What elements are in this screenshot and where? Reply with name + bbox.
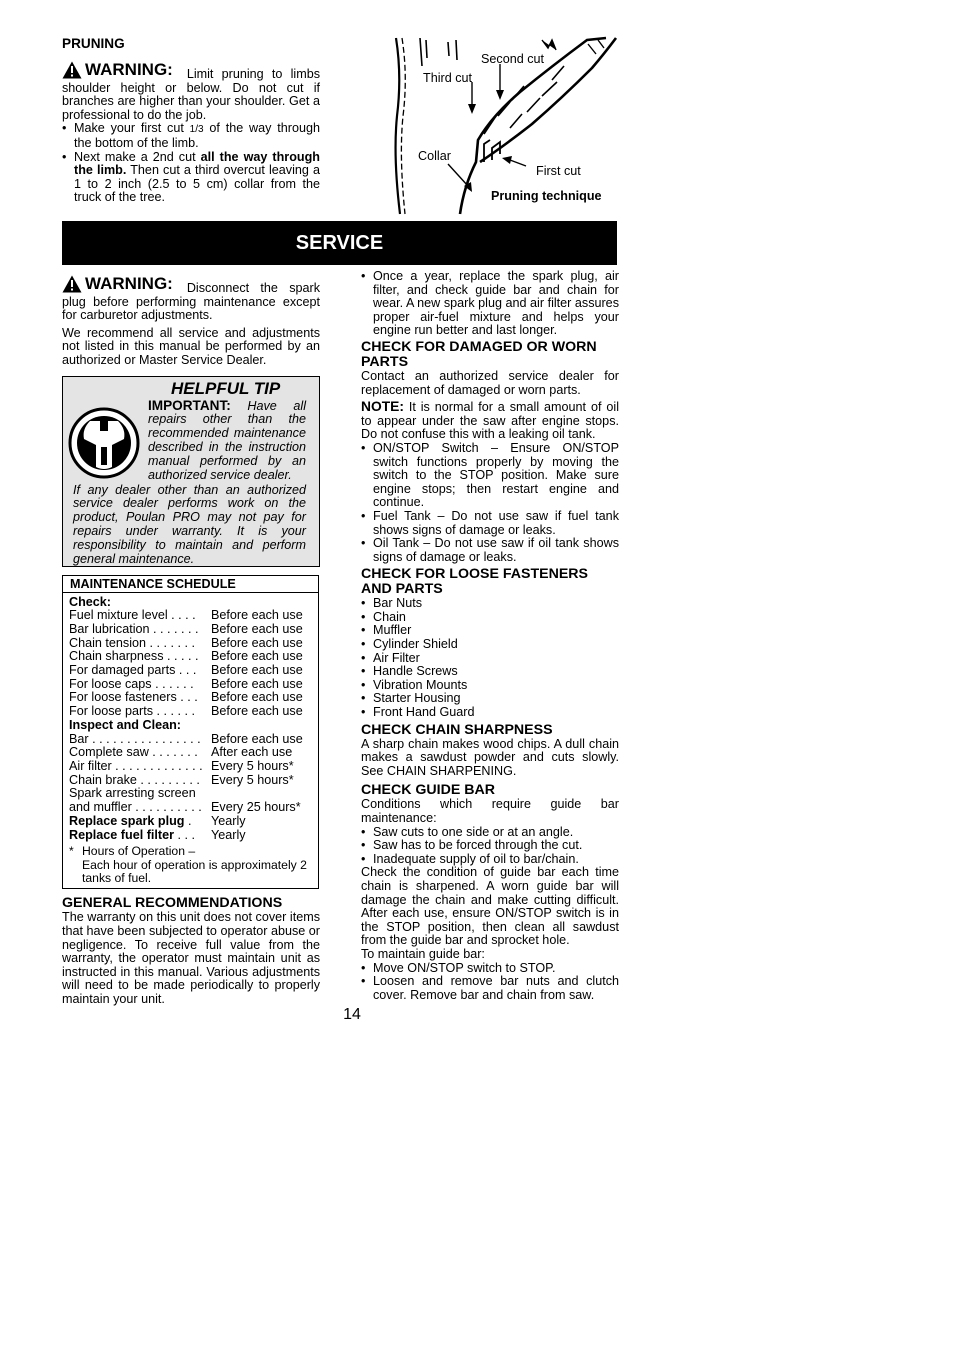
table-row: Air filter . . . . . . . . . . . . . Every 5 hours*	[69, 759, 294, 773]
right-column	[361, 270, 619, 1002]
pruning-figure	[392, 36, 622, 216]
guide-bar-title: CHECK GUIDE BAR	[361, 782, 495, 799]
list-item: • Chain	[361, 611, 619, 625]
table-row: and muffler . . . . . . . . . . Every 25 hours*	[69, 800, 301, 815]
table-row: Bar . . . . . . . . . . . . . . . . Before each use	[69, 731, 303, 746]
pruning-steps	[62, 122, 320, 205]
guide-bar-intro: Conditions which require guide bar maintenance:	[361, 797, 619, 825]
helpful-tip-body: If any dealer other than an authorized service dealer performs work on the product, Poulan PRO may not pay for repairs under warranty. It is your responsibility to maintain and perform general maintenance.	[73, 482, 306, 566]
guide-bar-text: Check the condition of guide bar each time chain is sharpened. A worn guide bar will damage the chain and make cutting difficult. After each use, ensure ON/STOP switch is in the STOP position, then clean all sawdust from the guide bar and sprocket hole.	[361, 865, 619, 948]
damaged-text: Contact an authorized service dealer for replacement of damaged or worn parts.	[361, 368, 619, 397]
table-row: Fuel mixture level . . . . Before each use	[69, 608, 303, 623]
figure-caption: Pruning technique	[491, 189, 602, 203]
helpful-tip-title: HELPFUL TIP	[171, 378, 281, 398]
helpful-tip-box	[62, 376, 320, 567]
pruning-warning: WARNING: Limit pruning to limbs shoulder height or below. Do not cut if branches are higher than your shoulder. Get a professional to do the job.	[62, 60, 320, 122]
label-first-cut: First cut	[536, 164, 581, 178]
list-item: • Move ON/STOP switch to STOP.	[361, 962, 619, 976]
list-item: • Vibration Mounts	[361, 679, 619, 693]
warning-triangle-icon	[62, 275, 82, 293]
table-row: For loose parts . . . . . . Before each use	[69, 704, 303, 719]
warning-triangle-icon	[62, 61, 82, 79]
list-item: • Handle Screws	[361, 665, 619, 679]
inspect-rows	[69, 733, 318, 788]
left-column	[62, 275, 320, 1007]
general-title: GENERAL RECOMMENDATIONS	[62, 895, 283, 912]
list-item: • Once a year, replace the spark plug, air filter, and check guide bar and chain for wear. A new spark plug and air filter assures proper air-fuel mixture and helps your engine run better and last longer.	[361, 270, 619, 338]
warning-badge: WARNING:	[62, 61, 173, 79]
list-item: • Starter Housing	[361, 692, 619, 706]
table-row: Replace fuel filter . . . Yearly	[69, 827, 246, 842]
loose-list	[361, 597, 619, 719]
damaged-list	[361, 442, 619, 564]
table-row: Chain tension . . . . . . . Before each use	[69, 635, 303, 650]
label-third-cut: Third cut	[423, 71, 472, 85]
service-banner: SERVICE	[62, 221, 617, 265]
label-second-cut: Second cut	[481, 52, 545, 66]
table-row: Chain sharpness . . . . . Before each use	[69, 649, 303, 664]
list-item: • Oil Tank – Do not use saw if oil tank shows signs of damage or leaks.	[361, 537, 619, 564]
table-row: Chain brake . . . . . . . . . Every 5 hours*	[69, 772, 294, 787]
table-row: For loose caps . . . . . . Before each use	[69, 676, 303, 691]
maintenance-schedule	[62, 575, 319, 890]
table-row: For loose fasteners . . . Before each use	[69, 690, 303, 705]
general-text: The warranty on this unit does not cover items that have been subjected to operator abuse or negligence. To receive full value from the warranty, the operator must maintain unit as instructed in this manual. Various adjustments will need to be made periodically to properly maintain your unit.	[62, 910, 320, 1006]
yearly-list	[361, 270, 619, 338]
list-item: • Front Hand Guard	[361, 706, 619, 720]
list-item: • Inadequate supply of oil to bar/chain.	[361, 853, 619, 867]
list-item: • Air Filter	[361, 652, 619, 666]
table-row: Spark arresting screen	[69, 786, 196, 801]
helpful-tip-important: IMPORTANT: Have all repairs other than the recommended maintenance described in the instruction manual performed by an authorized service dealer.	[148, 397, 306, 482]
pruning-title: PRUNING	[62, 36, 125, 51]
check-rows	[69, 609, 318, 719]
check-heading: Check:	[69, 594, 111, 609]
table-row: Replace spark plug . Yearly	[69, 813, 246, 828]
list-item: • Loosen and remove bar nuts and clutch cover. Remove bar and chain from saw.	[361, 975, 619, 1002]
maintain-label: To maintain guide bar:	[361, 946, 485, 961]
table-row: Complete saw . . . . . . . After each use	[69, 745, 293, 760]
list-item: • Saw cuts to one side or at an angle.	[361, 826, 619, 840]
list-item: • Fuel Tank – Do not use saw if fuel tank shows signs of damage or leaks.	[361, 510, 619, 537]
service-intro: We recommend all service and adjustments not listed in this manual be performed by an authorized or Master Service Dealer.	[62, 325, 320, 367]
pruning-section	[62, 36, 320, 205]
maintain-steps	[361, 962, 619, 1003]
table-row: For damaged parts . . . Before each use	[69, 663, 303, 678]
warning-badge: WARNING:	[62, 275, 173, 293]
service-warning: WARNING: Disconnect the spark plug before performing maintenance except for carburetor adjustments.	[62, 274, 320, 323]
inspect-heading: Inspect and Clean:	[69, 717, 181, 732]
note: NOTE: It is normal for a small amount of oil to appear under the saw after engine stops. Do not confuse this with a leaking oil tank.	[361, 399, 619, 442]
list-item: • Make your first cut 1/3 of the way through the bottom of the limb.	[62, 122, 320, 150]
sharpness-text: A sharp chain makes wood chips. A dull chain makes a sawdust powder and cuts slowly. See CHAIN SHARPENING.	[361, 736, 619, 778]
list-item: • Muffler	[361, 624, 619, 638]
list-item: • Saw has to be forced through the cut.	[361, 839, 619, 853]
list-item: • Next make a 2nd cut all the way through the limb. Then cut a third overcut leaving a 1 to 2 inch (2.5 to 5 cm) collar from the truck of the tree.	[62, 151, 320, 205]
maintenance-title: MAINTENANCE SCHEDULE	[63, 576, 318, 593]
damaged-title: CHECK FOR DAMAGED OR WORN PARTS	[361, 338, 597, 370]
list-item: • Bar Nuts	[361, 597, 619, 611]
sharpness-title: CHECK CHAIN SHARPNESS	[361, 721, 553, 738]
maintenance-footnote: * Hours of Operation – Each hour of operation is approximately 2 tanks of fuel.	[69, 844, 307, 886]
list-item: • ON/STOP Switch – Ensure ON/STOP switch functions properly by moving the switch to the STOP position. Make sure engine stops; then restart engine and continue.	[361, 442, 619, 510]
label-collar: Collar	[418, 149, 451, 163]
table-row: Bar lubrication . . . . . . . Before each use	[69, 621, 303, 636]
guide-bar-conditions	[361, 826, 619, 867]
loose-title: CHECK FOR LOOSE FASTENERS AND PARTS	[361, 566, 589, 598]
list-item: • Cylinder Shield	[361, 638, 619, 652]
wrench-icon	[68, 407, 140, 479]
page-number: 14	[343, 1006, 361, 1023]
